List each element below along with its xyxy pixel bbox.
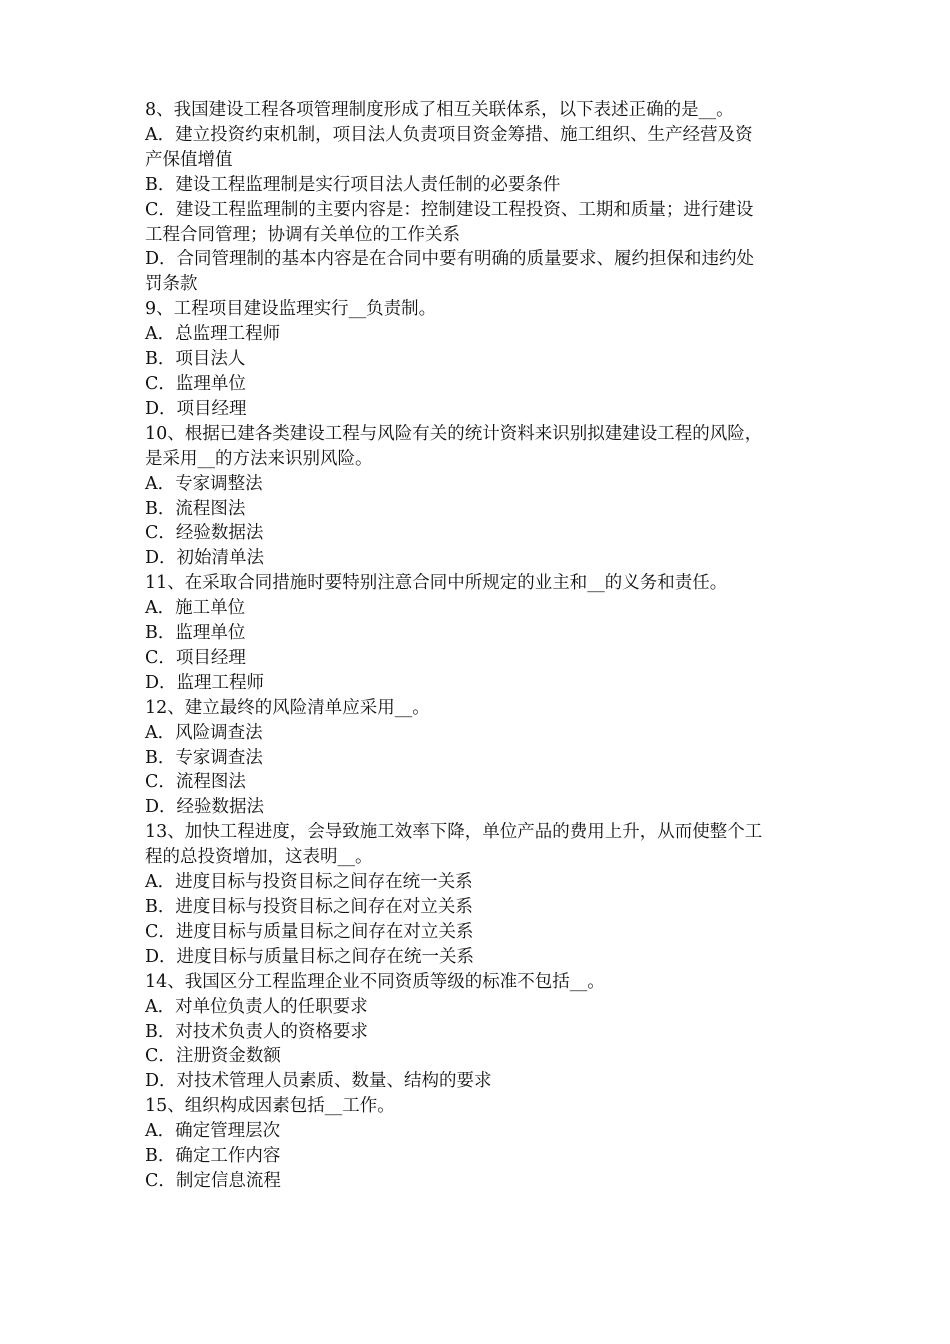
text-line: C．注册资金数额: [145, 1046, 281, 1067]
document-body: [145, 98, 825, 1194]
text-line: B．专家调查法: [145, 747, 263, 768]
text-line: C．流程图法: [145, 772, 246, 793]
text-line: C．项目经理: [145, 647, 246, 668]
text-line: C．经验数据法: [145, 523, 264, 544]
text-line: D．合同管理制的基本内容是在合同中要有明确的质量要求、履约担保和违约处: [145, 249, 755, 270]
text-line: D．经验数据法: [145, 797, 265, 818]
text-line: 9、工程项目建设监理实行__负责制。: [145, 299, 437, 320]
text-line: 15、组织构成因素包括__工作。: [145, 1096, 395, 1117]
text-line: 8、我国建设工程各项管理制度形成了相互关联体系，以下表述正确的是__。: [145, 100, 734, 120]
text-line: 罚条款: [145, 274, 198, 295]
text-line: C．制定信息流程: [145, 1170, 281, 1191]
text-line: 程的总投资增加，这表明__。: [145, 847, 373, 868]
text-line: A．专家调整法: [145, 473, 263, 494]
text-line: 工程合同管理；协调有关单位的工作关系: [145, 224, 460, 245]
text-line: A．风险调查法: [145, 722, 263, 743]
text-line: B．流程图法: [145, 498, 246, 519]
text-line: A．总监理工程师: [145, 324, 281, 345]
text-line: 10、根据已建各类建设工程与风险有关的统计资料来识别拟建建设工程的风险，: [145, 423, 763, 444]
text-line: 12、建立最终的风险清单应采用__。: [145, 697, 430, 718]
text-line: B．确定工作内容: [145, 1146, 281, 1167]
text-line: B．监理单位: [145, 623, 246, 644]
text-line: A．对单位负责人的任职要求: [145, 996, 368, 1017]
text-line: B．对技术负责人的资格要求: [145, 1021, 368, 1042]
text-line: 是采用__的方法来识别风险。: [145, 448, 373, 469]
text-line: A．施工单位: [145, 598, 246, 619]
text-line: 14、我国区分工程监理企业不同资质等级的标准不包括__。: [145, 971, 605, 992]
text-line: B．建设工程监理制是实行项目法人责任制的必要条件: [145, 174, 561, 195]
text-line: 13、加快工程进度，会导致施工效率下降，单位产品的费用上升，从而使整个工: [145, 822, 763, 843]
text-line: D．项目经理: [145, 398, 247, 419]
text-line: B．项目法人: [145, 349, 246, 370]
text-line: C．进度目标与质量目标之间存在对立关系: [145, 921, 474, 942]
text-line: 产保值增值: [145, 149, 233, 170]
text-line: 11、在采取合同措施时要特别注意合同中所规定的业主和__的义务和责任。: [145, 573, 728, 594]
text-line: A．建立投资约束机制，项目法人负责项目资金筹措、施工组织、生产经营及资: [145, 124, 753, 145]
text-line: A．确定管理层次: [145, 1121, 281, 1142]
text-line: C．建设工程监理制的主要内容是：控制建设工程投资、工期和质量；进行建设: [145, 199, 754, 220]
text-line: D．监理工程师: [145, 672, 265, 693]
text-line: D．进度目标与质量目标之间存在统一关系: [145, 946, 475, 967]
text-line: C．监理单位: [145, 373, 246, 394]
text-line: B．进度目标与投资目标之间存在对立关系: [145, 897, 473, 917]
text-line: D．对技术管理人员素质、数量、结构的要求: [145, 1071, 492, 1092]
text-line: D．初始清单法: [145, 548, 265, 569]
text-line: A．进度目标与投资目标之间存在统一关系: [145, 872, 473, 893]
